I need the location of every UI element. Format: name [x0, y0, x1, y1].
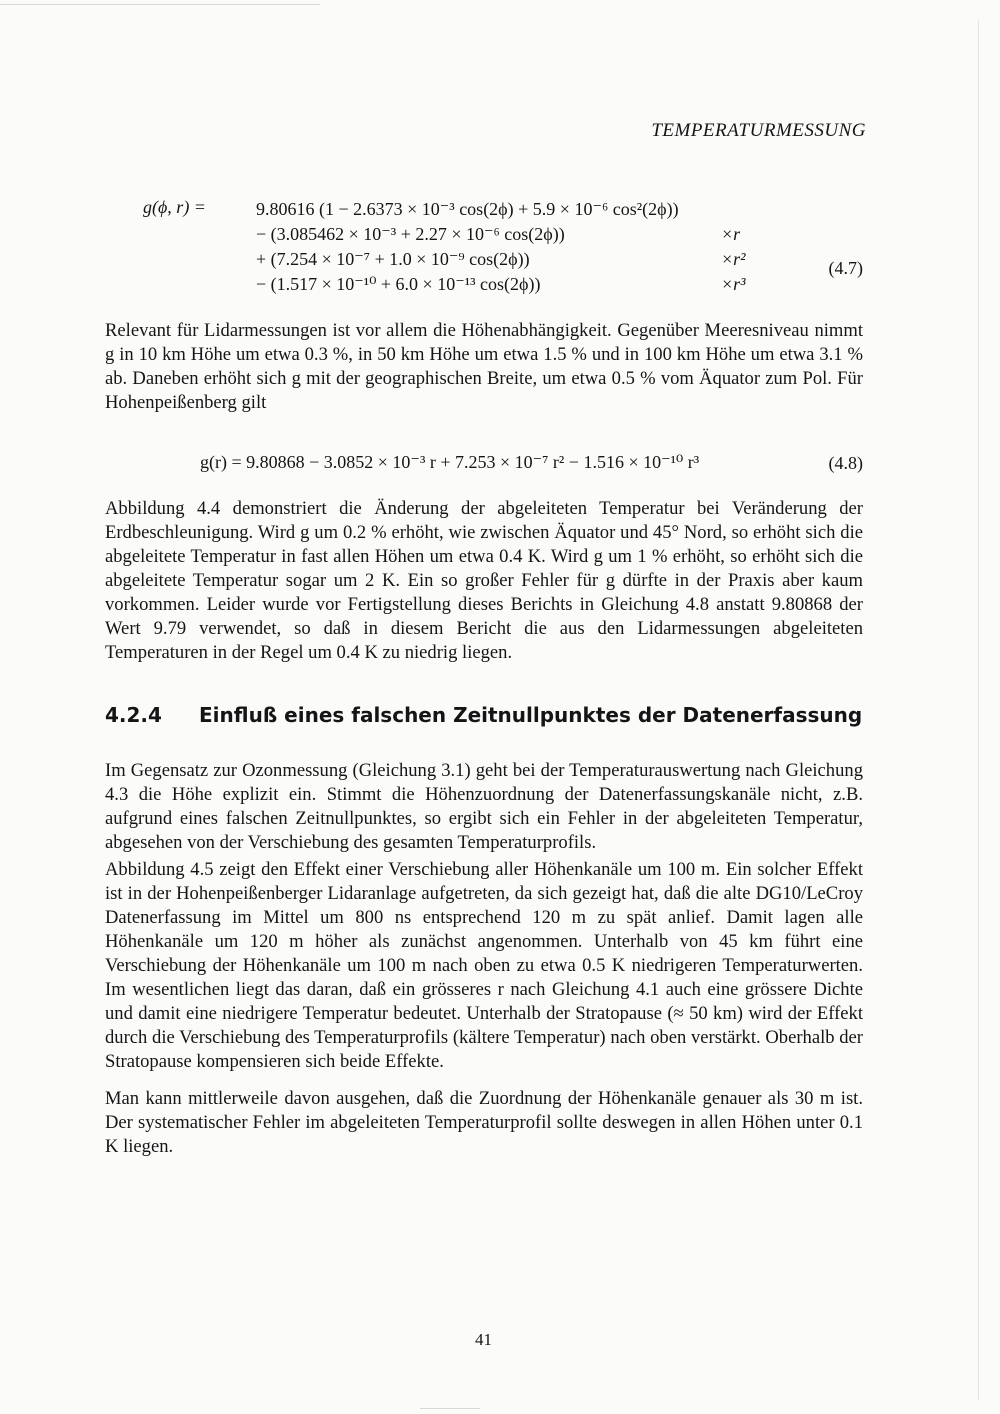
- equation-factor: ×r³: [721, 274, 746, 294]
- section-number: 4.2.4: [105, 703, 162, 727]
- equation-factor: ×r: [721, 224, 741, 244]
- scan-bottom-line: [420, 1408, 480, 1409]
- equation-lhs: g(ϕ, r) =: [143, 197, 206, 217]
- section-title-text: Einfluß eines falschen Zeitnullpunktes der Datenerfassung: [199, 703, 863, 727]
- paragraph: Abbildung 4.5 zeigt den Effekt einer Verschiebung aller Höhenkanäle um 100 m. Ein solcher Effekt ist in der Hohenpeißenberger Lidaranlage aufgetreten, da sich gezeigt hat, daß die alte DG10/LeCroy Datenerfassung im Mittel um 800 ns entsprechend 120 m zu spät anlief. Damit lagen alle Höhenkanäle um 120 m höher als zunächst angenommen. Unterhalb von 45 km führt eine Verschiebung der Höhenkanäle um 100 m nach oben zu etwa 0.5 K niedrigeren Temperaturwerten. Im wesentlichen liegt das daran, daß ein grösseres r nach Gleichung 4.1 auch eine grössere Dichte und damit eine niedrigere Temperatur bedeutet. Unterhalb der Stratopause (≈ 50 km) wird der Effekt durch die Verschiebung des Temperaturprofils (kältere Temperatur) nach oben verstärkt. Oberhalb der Stratopause kompensieren sich beide Effekte.: [105, 859, 863, 1072]
- equation-line: − (3.085462 × 10⁻³ + 2.27 × 10⁻⁶ cos(2ϕ)): [256, 224, 565, 244]
- page-number: 41: [475, 1330, 492, 1349]
- section-heading: [105, 703, 862, 727]
- scan-top-line: [0, 4, 320, 5]
- equation-factor: ×r²: [721, 249, 746, 269]
- equation-line: + (7.254 × 10⁻⁷ + 1.0 × 10⁻⁹ cos(2ϕ)): [256, 249, 530, 269]
- equation-line: 9.80616 (1 − 2.6373 × 10⁻³ cos(2ϕ) + 5.9 × 10⁻⁶ cos²(2ϕ)): [256, 199, 679, 219]
- scan-right-line: [978, 20, 979, 1400]
- equation-4-7: [143, 197, 873, 297]
- equation-factor: [721, 197, 746, 222]
- paragraph: Man kann mittlerweile davon ausgehen, daß die Zuordnung der Höhenkanäle genauer als 30 m ist. Der systematischer Fehler im abgeleiteten Temperaturprofil sollte deswegen in allen Höhen unter 0.1 K liegen.: [105, 1088, 863, 1157]
- equation-factors: [721, 197, 746, 297]
- running-header: TEMPERATURMESSUNG: [651, 120, 866, 141]
- equation-lines: [256, 197, 679, 297]
- paragraph: Abbildung 4.4 demonstriert die Änderung der abgeleiteten Temperatur bei Veränderung der Erdbeschleunigung. Wird g um 0.2 % erhöht, wie zwischen Äquator und 45° Nord, so erhöht sich die abgeleitete Temperatur in fast allen Höhen um etwa 0.4 K. Wird g um 1 % erhöht, so erhöht sich die abgeleitete Temperatur sogar um 2 K. Ein so großer Fehler für g dürfte in der Praxis aber kaum vorkommen. Leider wurde vor Fertigstellung dieses Berichts in Gleichung 4.8 anstatt 9.80868 der Wert 9.79 verwendet, so daß in diesem Bericht die aus den Lidarmessungen abgeleiteten Temperaturen in der Regel um 0.4 K zu niedrig liegen.: [105, 498, 863, 663]
- equation-line: − (1.517 × 10⁻¹⁰ + 6.0 × 10⁻¹³ cos(2ϕ)): [256, 274, 541, 294]
- equation-number: (4.7): [828, 258, 863, 278]
- paragraph: Relevant für Lidarmessungen ist vor allem die Höhenabhängigkeit. Gegenüber Meeresniveau nimmt g in 10 km Höhe um etwa 0.3 %, in 50 km Höhe um etwa 1.5 % und in 100 km Höhe um etwa 3.1 % ab. Daneben erhöht sich g mit der geographischen Breite, um etwa 0.5 % vom Äquator zum Pol. Für Hohenpeißenberg gilt: [105, 320, 863, 413]
- paragraph: Im Gegensatz zur Ozonmessung (Gleichung 3.1) geht bei der Temperaturauswertung nach Gleichung 4.3 die Höhe explizit ein. Stimmt die Höhenzuordnung der Datenerfassungskanäle nicht, z.B. aufgrund eines falschen Zeitnullpunktes, so ergibt sich ein Fehler in der abgeleiteten Temperatur, abgesehen von der Verschiebung des gesamten Temperaturprofils.: [105, 760, 863, 853]
- equation-4-8: g(r) = 9.80868 − 3.0852 × 10⁻³ r + 7.253 × 10⁻⁷ r² − 1.516 × 10⁻¹⁰ r³: [200, 452, 700, 472]
- equation-number: (4.8): [828, 453, 863, 473]
